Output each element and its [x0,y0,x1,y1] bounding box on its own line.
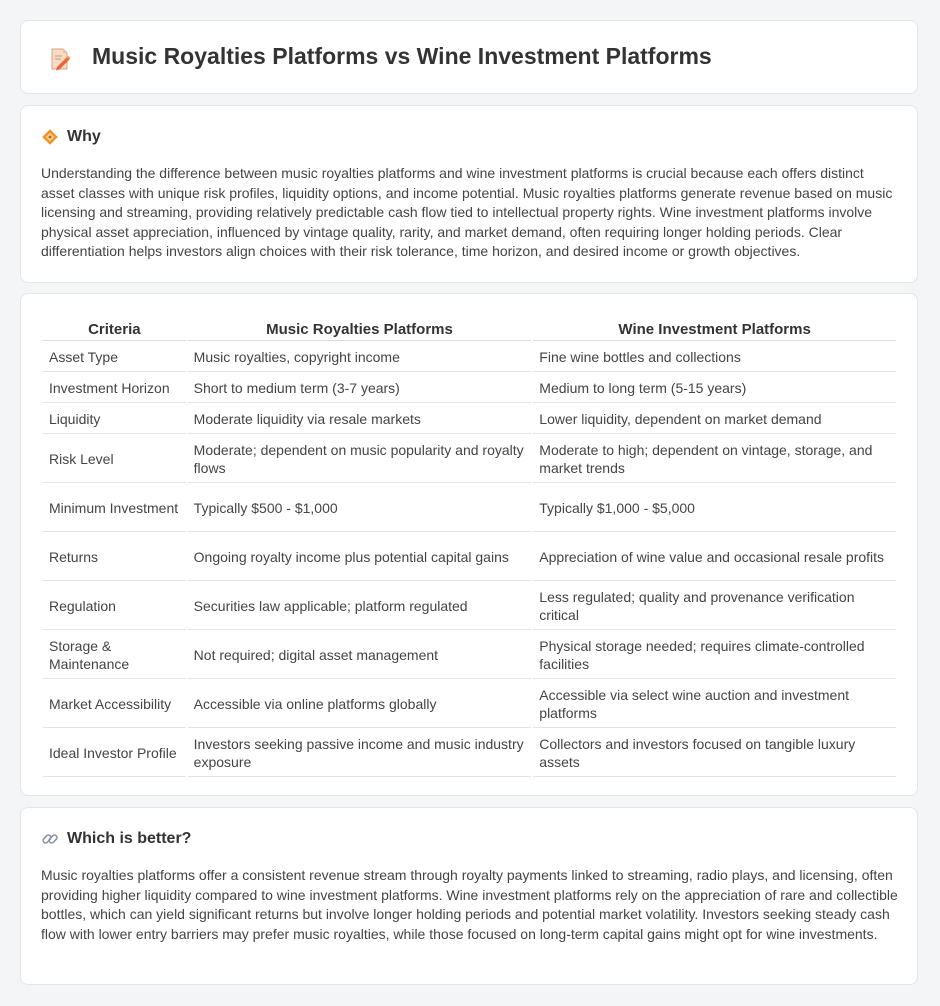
table-row [43,632,896,679]
music-cell: Moderate; dependent on music popularity and royalty flows [188,436,532,483]
wine-cell: Collectors and investors focused on tangible luxury assets [533,730,896,777]
music-cell: Typically $500 - $1,000 [188,485,532,532]
criteria-cell: Market Accessibility [43,681,186,728]
criteria-cell: Investment Horizon [43,374,186,403]
better-text: Music royalties platforms offer a consistent revenue stream through royalty payments linked to streaming, radio plays, and licensing, often providing higher liquidity compared to wine investment platforms. Wine investment platforms rely on the appreciation of rare and collectible bottles, which can yield significant returns but involve longer holding periods and potential market volatility. Investors seeking steady cash flow with lower entry barriers may prefer music royalties, while those focused on long-term capital gains might opt for wine investments. [41,867,898,942]
criteria-cell: Regulation [43,583,186,630]
comparison-section [20,293,918,796]
wine-cell: Typically $1,000 - $5,000 [533,485,896,532]
header-card [20,20,918,94]
table-row [43,374,896,403]
why-heading-row [41,126,101,148]
wine-cell: Medium to long term (5-15 years) [533,374,896,403]
better-heading: Which is better? [67,830,192,847]
music-cell: Ongoing royalty income plus potential capital gains [188,534,532,581]
table-row [43,436,896,483]
document-edit-icon [48,47,72,76]
music-cell: Securities law applicable; platform regulated [188,583,532,630]
table-row [43,485,896,532]
wine-cell: Moderate to high; dependent on vintage, storage, and market trends [533,436,896,483]
why-heading: Why [67,128,101,145]
criteria-cell: Asset Type [43,343,186,372]
why-section [20,105,918,283]
music-cell: Investors seeking passive income and music industry exposure [188,730,532,777]
music-cell: Music royalties, copyright income [188,343,532,372]
column-header: Music Royalties Platforms [188,318,532,341]
wine-cell: Fine wine bottles and collections [533,343,896,372]
criteria-cell: Ideal Investor Profile [43,730,186,777]
wine-cell: Accessible via select wine auction and investment platforms [533,681,896,728]
wine-cell: Appreciation of wine value and occasional resale profits [533,534,896,581]
music-cell: Accessible via online platforms globally [188,681,532,728]
table-row [43,730,896,777]
music-cell: Short to medium term (3-7 years) [188,374,532,403]
wine-cell: Less regulated; quality and provenance verification critical [533,583,896,630]
wine-cell: Lower liquidity, dependent on market demand [533,405,896,434]
table-row [43,405,896,434]
wine-cell: Physical storage needed; requires climate-controlled facilities [533,632,896,679]
better-heading-row [41,828,191,850]
table-row [43,343,896,372]
criteria-cell: Storage & Maintenance [43,632,186,679]
comparison-table [41,316,898,779]
criteria-cell: Returns [43,534,186,581]
column-header: Wine Investment Platforms [533,318,896,341]
music-cell: Not required; digital asset management [188,632,532,679]
which-better-section [20,807,918,985]
diamond-warning-icon [41,128,59,146]
why-text: Understanding the difference between music royalties platforms and wine investment platforms is crucial because each offers distinct asset classes with unique risk profiles, liquidity options, and income potential. Music royalties platforms generate revenue based on music licensing and streaming, providing relatively predictable cash flow tied to intellectual property rights. Wine investment platforms involve physical asset appreciation, influenced by vintage quality, rarity, and market demand, often requiring longer holding periods. Clear differentiation helps investors align choices with their risk tolerance, time horizon, and desired income or growth objectives. [41,165,893,260]
music-cell: Moderate liquidity via resale markets [188,405,532,434]
table-header-row [43,318,896,341]
criteria-cell: Liquidity [43,405,186,434]
link-icon [41,830,59,848]
column-header: Criteria [43,318,186,341]
table-row [43,681,896,728]
table-row [43,534,896,581]
page-title: Music Royalties Platforms vs Wine Investment Platforms [92,43,712,69]
criteria-cell: Minimum Investment [43,485,186,532]
table-row [43,583,896,630]
criteria-cell: Risk Level [43,436,186,483]
